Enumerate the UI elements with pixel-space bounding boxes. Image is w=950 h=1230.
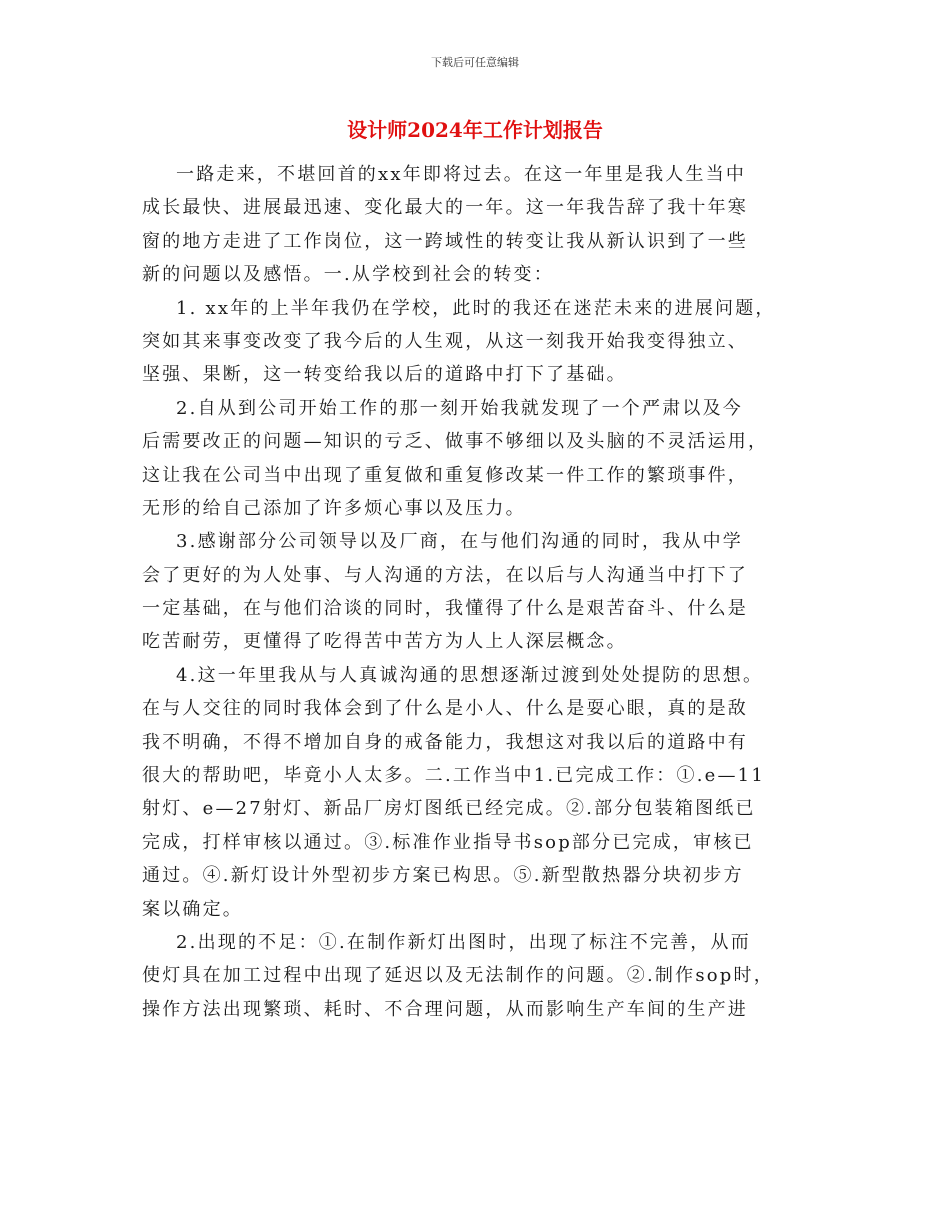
text-line: 完成，打样审核以通过。③.标准作业指导书sop部分已完成，审核已 [142,831,754,853]
text-line: 后需要改正的问题—知识的亏乏、做事不够细以及头脑的不灵活运用， [142,431,769,453]
text-line: 1. xx年的上半年我仍在学校，此时的我还在迷茫未来的进展问题， [176,297,776,319]
text-line: 突如其来事变改变了我今后的人生观，从这一刻我开始我变得独立、 [142,330,748,352]
text-line: 4.这一年里我从与人真诚沟通的思想逐渐过渡到处处提防的思想。 [176,664,764,686]
text-line: 新的问题以及感悟。一.从学校到社会的转变： [142,264,554,286]
text-line: 这让我在公司当中出现了重复做和重复修改某一件工作的繁琐事件， [142,464,748,486]
text-line: 2.出现的不足：①.在制作新灯出图时，出现了标注不完善，从而 [176,931,751,953]
text-line: 在与人交往的同时我体会到了什么是小人、什么是耍心眼，真的是敌 [142,698,748,720]
text-line: 成长最快、进展最迅速、变化最大的一年。这一年我告辞了我十年寒 [142,197,748,219]
text-line: 会了更好的为人处事、与人沟通的方法，在以后与人沟通当中打下了 [142,564,748,586]
text-line: 我不明确，不得不增加自身的戒备能力，我想这对我以后的道路中有 [142,731,748,753]
header-note: 下载后可任意编辑 [431,56,519,69]
document-title: 设计师2024年工作计划报告 [347,118,603,142]
text-line: 很大的帮助吧，毕竟小人太多。二.工作当中1.已完成工作：①.e—11 [142,765,765,787]
text-line: 一定基础，在与他们洽谈的同时，我懂得了什么是艰苦奋斗、什么是 [142,598,748,620]
text-line: 通过。④.新灯设计外型初步方案已构思。⑤.新型散热器分块初步方 [142,865,744,887]
text-line: 坚强、果断，这一转变给我以后的道路中打下了基础。 [142,364,627,386]
text-line: 吃苦耐劳，更懂得了吃得苦中苦方为人上人深层概念。 [142,631,627,653]
text-line: 3.感谢部分公司领导以及厂商，在与他们沟通的同时，我从中学 [176,531,743,553]
document-body [142,158,810,1026]
text-line: 2.自从到公司开始工作的那一刻开始我就发现了一个严肃以及今 [176,397,743,419]
text-line: 使灯具在加工过程中出现了延迟以及无法制作的问题。②.制作sop时， [142,965,774,987]
text-line: 一路走来，不堪回首的xx年即将过去。在这一年里是我人生当中 [176,164,747,185]
text-line: 案以确定。 [142,898,243,920]
text-line: 窗的地方走进了工作岗位，这一跨域性的转变让我从新认识到了一些 [142,230,748,252]
text-line: 射灯、e—27射灯、新品厂房灯图纸已经完成。②.部分包装箱图纸已 [142,798,756,820]
text-line: 操作方法出现繁琐、耗时、不合理问题，从而影响生产车间的生产进 [142,998,748,1020]
text-line: 无形的给自己添加了许多烦心事以及压力。 [142,497,526,519]
